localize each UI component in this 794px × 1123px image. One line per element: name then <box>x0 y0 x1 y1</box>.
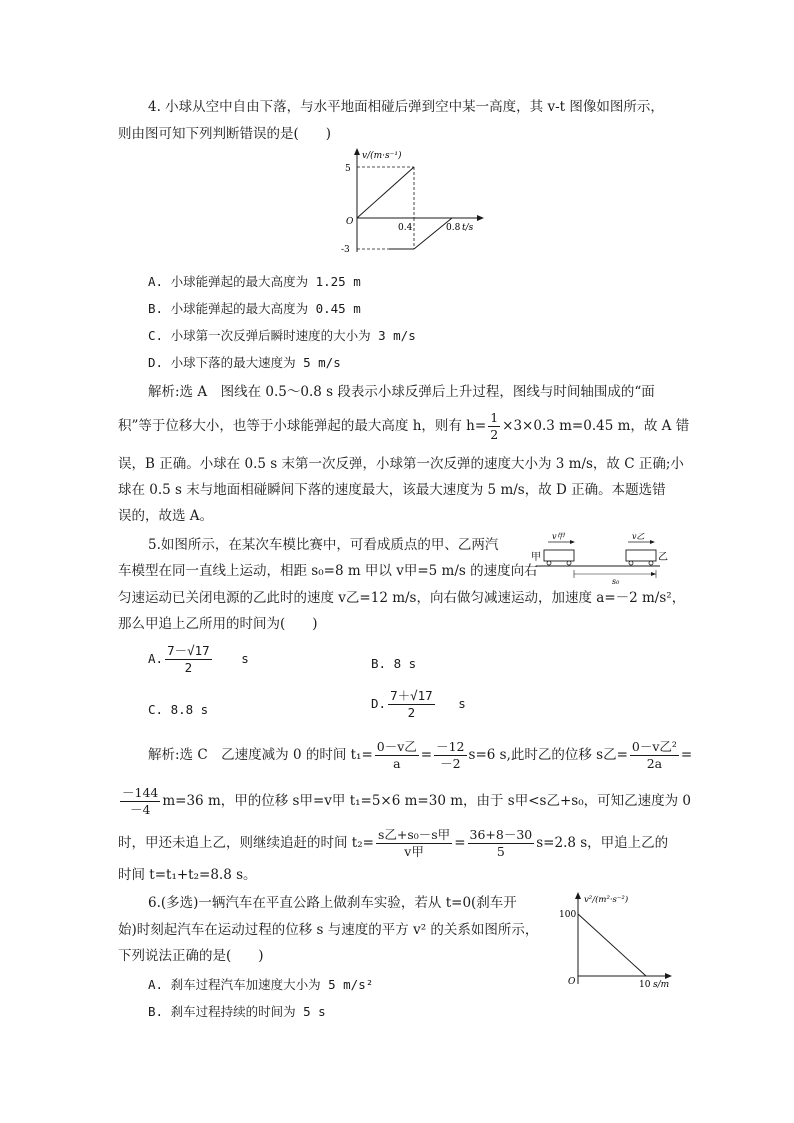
q5-sol3-text-a: 时，甲还未追上乙，则继续追赶的时间 t₂= <box>118 835 374 851</box>
q5-stem-line2: 车模型在同一直线上运动，相距 s₀=8 m 甲以 v甲=5 m/s 的速度向右 <box>118 563 538 579</box>
q5-fig-s0: s₀ <box>612 577 620 586</box>
q6-stem-line1: 6.(多选)一辆汽车在平直公路上做刹车实验，若从 t=0(刹车开 <box>148 895 517 911</box>
q5-sol3-text-b: s=2.8 s，甲追上乙的 <box>536 835 669 851</box>
q5-sol1-frac2-num: －12 <box>436 739 465 754</box>
q5-stem-line1: 5.如图所示，在某次车模比赛中，可看成质点的甲、乙两汽 <box>148 537 499 553</box>
q5-sol1-frac1-num: 0－v乙 <box>376 739 417 754</box>
q5-sol1-text-a: 解析:选 C 乙速度减为 0 的时间 t₁= <box>148 747 373 763</box>
q5-sol3-frac1 <box>376 827 452 860</box>
q5-option-c: C. 8.8 s <box>148 702 209 717</box>
q5-sol1-frac3 <box>630 739 679 772</box>
q5-opt-a-num: 7－√17 <box>167 643 210 658</box>
q4-graph-x04: 0.4 <box>398 223 413 233</box>
q4-stem-line2: 则由图可知下列判断错误的是( ) <box>118 126 332 142</box>
q5-sol2-frac1-den: －4 <box>129 802 151 817</box>
q6-option-a: A. 刹车过程汽车加速度大小为 5 m/s² <box>148 977 374 992</box>
q5-opt-a-fraction <box>165 643 212 676</box>
q4-sol2-frac-num: 1 <box>490 410 499 425</box>
q5-fig-car-a-label: 甲 <box>531 552 541 563</box>
q4-solution-line2 <box>118 410 689 443</box>
q5-opt-d-unit: s <box>458 696 466 711</box>
q5-sol2-frac1 <box>120 785 160 818</box>
q5-cars-figure <box>528 530 668 586</box>
q5-sol1-text-b: s=6 s,此时乙的位移 s乙= <box>468 747 628 763</box>
q6-graph-origin: O <box>568 977 576 987</box>
q5-solution-line4: 时间 t=t₁+t₂=8.8 s。 <box>118 867 257 883</box>
q4-graph-y-label: v/(m·s⁻¹) <box>362 151 402 161</box>
q6-graph-x-label: s/m <box>653 980 670 990</box>
q5-opt-a-den: 2 <box>184 660 193 675</box>
q4-solution-line3: 误，B 正确。小球在 0.5 s 末第一次反弹，小球第一次反弹的速度大小为 3 m/s，故 C 正确;小 <box>118 456 684 472</box>
q5-car-b <box>626 550 656 561</box>
q4-solution-line1: 解析:选 A 图线在 0.5～0.8 s 段表示小球反弹后上升过程，图线与时间轴围成的“面 <box>148 384 655 400</box>
q5-opt-d-fraction <box>388 688 435 721</box>
q4-solution-line4: 球在 0.5 s 末与地面相碰瞬间下落的速度最大，该最大速度为 5 m/s，故 D 正确。本题选错 <box>118 482 666 498</box>
q5-fig-car-b-label: 乙 <box>658 552 668 563</box>
q5-fig-vb: v乙 <box>632 532 645 541</box>
q4-option-d: D. 小球下落的最大速度为 5 m/s <box>148 355 341 370</box>
q4-vt-graph <box>332 146 492 256</box>
q4-sol2-text-b: ×3×0.3 m=0.45 m，故 A 错 <box>502 418 690 434</box>
q4-graph-x08: 0.8 <box>446 223 461 233</box>
q4-graph-y5: 5 <box>345 164 351 174</box>
q6-graph-y-label: v²/(m²·s⁻²) <box>584 895 629 905</box>
q6-graph-line <box>578 914 646 976</box>
q5-stem-line3: 匀速运动已关闭电源的乙此时的速度 v乙=12 m/s，向右做匀减速运动，加速度 a=－2 m/s²， <box>118 590 686 606</box>
q5-sol1-frac3-den: 2a <box>646 756 663 771</box>
q5-sol3-frac1-den: v甲 <box>404 844 424 859</box>
q6-stem-line3: 下列说法正确的是( ) <box>118 948 264 964</box>
q6-graph-x10: 10 <box>639 980 651 990</box>
q4-option-c: C. 小球第一次反弹后瞬时速度的大小为 3 m/s <box>148 328 416 343</box>
q5-fig-va: v甲 <box>552 532 565 541</box>
q5-sol2-frac1-num: －144 <box>122 785 159 800</box>
q5-sol1-frac3-num: 0－v乙² <box>631 739 677 754</box>
q5-option-a <box>148 641 249 677</box>
q5-car-a <box>544 550 574 561</box>
q4-option-b: B. 小球能弹起的最大高度为 0.45 m <box>148 301 361 316</box>
q6-stem-line2: 始)时刻起汽车在运动过程的位移 s 与速度的平方 v² 的关系如图所示， <box>118 922 539 938</box>
q4-sol2-text-a: 积”等于位移大小，也等于小球能弹起的最大高度 h，则有 h= <box>118 418 487 434</box>
q5-sol1-frac2-den: －2 <box>440 756 461 771</box>
q5-option-d <box>371 686 466 722</box>
q5-opt-d-prefix: D. <box>371 696 387 711</box>
q4-sol2-fraction <box>488 410 500 443</box>
q5-sol1-text-c: = <box>680 747 693 763</box>
q5-stem-line4: 那么甲追上乙所用的时间为( ) <box>118 616 318 632</box>
q4-stem-line1: 4. 小球从空中自由下落，与水平地面相碰后弹到空中某一高度，其 v-t 图像如图所示， <box>148 99 664 115</box>
q6-option-b: B. 刹车过程持续的时间为 5 s <box>148 1004 326 1019</box>
q5-opt-a-prefix: A. <box>148 651 164 666</box>
q5-option-b: B. 8 s <box>371 656 417 671</box>
q4-graph-origin: O <box>346 217 354 227</box>
q4-solution-line5: 误的，故选 A。 <box>118 508 214 524</box>
q5-sol2-text: m=36 m，甲的位移 s甲=v甲 t₁=5×6 m=30 m，由于 s甲<s乙+s₀，可知乙速度为 0 <box>162 793 691 809</box>
q5-sol3-frac2-den: 5 <box>496 844 505 859</box>
q5-sol1-frac1 <box>375 739 419 772</box>
q5-solution-line2 <box>118 784 691 818</box>
q5-sol3-eq: = <box>454 835 466 851</box>
q5-opt-a-unit: s <box>241 651 249 666</box>
q6-graph-y100: 100 <box>559 910 577 920</box>
q4-graph-yneg3: -3 <box>341 245 350 255</box>
q5-sol1-eq: = <box>420 747 433 763</box>
q5-sol3-frac1-num: s乙+s₀－s甲 <box>377 827 451 842</box>
q5-sol3-frac2 <box>468 827 535 860</box>
q4-option-a: A. 小球能弹起的最大高度为 1.25 m <box>148 274 361 289</box>
q6-s-v2-graph <box>558 890 678 990</box>
q4-sol2-frac-den: 2 <box>490 427 499 442</box>
q5-sol3-frac2-num: 36+8－30 <box>469 827 533 842</box>
q5-solution-line1 <box>148 738 692 772</box>
q5-solution-line3 <box>118 826 668 860</box>
q4-graph-x-label: t/s <box>462 223 474 233</box>
q5-sol1-frac2 <box>434 739 466 772</box>
q5-opt-d-den: 2 <box>407 705 416 720</box>
q5-sol1-frac1-den: a <box>393 756 401 771</box>
q5-opt-d-num: 7＋√17 <box>390 688 433 703</box>
